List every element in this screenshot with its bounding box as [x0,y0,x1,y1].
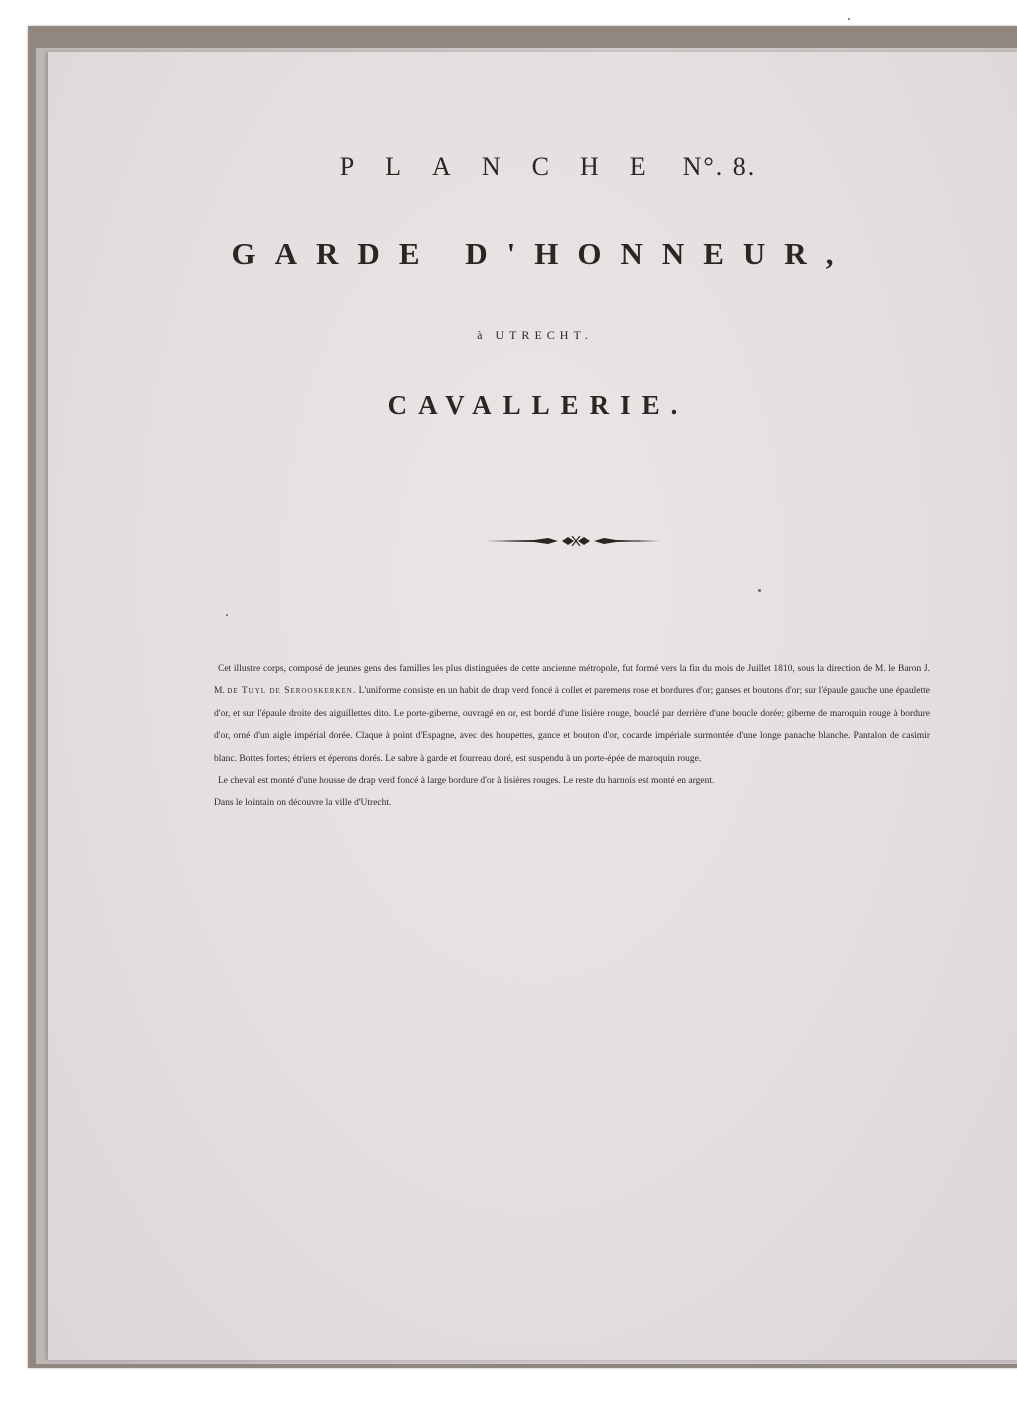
plate-label: PLANCHE [339,152,677,181]
description-paragraph-2: Le cheval est monté d'une housse de drap verd foncé à large bordure d'or à lisières rouges. Le reste du harnois est monté en argent. [218,776,715,787]
location-prefix: à [477,328,488,342]
description-text [214,658,930,815]
paragraph-1-end: L'uniforme consiste en un habit de drap verd foncé à collet et paremens rose et bordures d'or; ganses et boutons d'or; sur l'épaule gauche une épaulette d'or, et sur l'épaule droite des aiguillettes dito. Le porte-giberne, ouvragé en or, est bordé d'une lisière rouge, bouclé par derrière d'une boucle dorée; giberne de maroquin rouge à bordure d'or, orné d'un aigle impérial dorée. Claque à point d'Espagne, avec des houpettes, gance et bouton d'or, cocarde impériale surmontée d'une longe panache blanche. Pantalon de casimir blanc. Bottes fortes; étriers et éperons dorés. Le sabre à garde et fourreau doré, est suspendu à un porte-épée de maroquin rouge. [214,686,930,764]
dust-speck [848,18,850,20]
description-paragraph-3: Dans le lointain on découvre la ville d'Utrecht. [214,798,392,809]
branch-title: CAVALLERIE. [387,390,689,420]
commander-name: de Tuyl de Serooskerken. [227,686,357,697]
description-paragraph-1 [214,658,930,770]
paper-speck [758,589,761,592]
ornament-divider-icon [486,534,660,548]
paper-speck [226,614,228,616]
unit-name: GARDE D'HONNEUR, [231,236,853,271]
paragraph-1-start: Cet illustre corps, composé de jeunes gens des familles les plus distinguées de cette ancienne métropole, fut formé vers la fin du mois de Juillet 1810, sous la direction de M. le Baron J. M. [214,664,930,697]
location-line [48,328,1017,343]
plate-number: N°. 8. [682,152,757,181]
location-name: UTRECHT. [495,328,593,342]
book-page [48,52,1017,1360]
plate-title [48,152,1017,182]
